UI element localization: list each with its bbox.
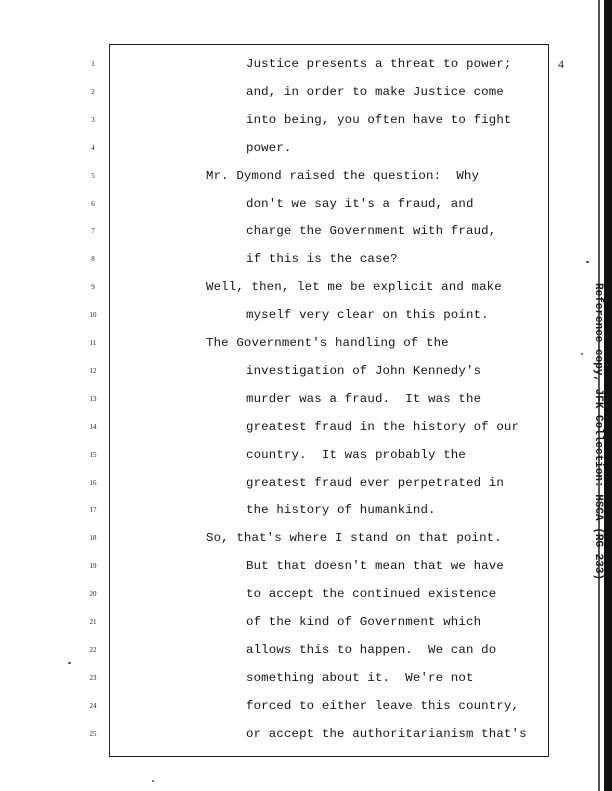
line-number: 10 <box>89 311 97 320</box>
transcript-line: myself very clear on this point. <box>246 308 489 323</box>
line-number: 18 <box>89 534 97 543</box>
side-stamp-text: Reference copy, JFK Collection: HSCA (RG 233) <box>592 283 604 581</box>
scan-edge-shadow <box>604 0 612 791</box>
transcript-line: if this is the case? <box>246 252 398 267</box>
line-number: 16 <box>89 478 97 487</box>
line-number: 11 <box>89 339 97 347</box>
line-number: 21 <box>89 618 97 626</box>
line-number: 22 <box>89 645 97 654</box>
transcript-line: murder was a fraud. It was the <box>246 391 482 406</box>
side-stamp <box>592 283 604 581</box>
line-number: 3 <box>91 115 95 124</box>
transcript-line: Justice presents a threat to power; <box>246 57 512 71</box>
transcript-line: and, in order to make Justice come <box>246 84 504 99</box>
page-number: 4 <box>558 57 564 71</box>
transcript-line: power. <box>246 140 292 155</box>
transcript-line: greatest fraud in the history of our <box>246 419 520 434</box>
transcript-line: Mr. Dymond raised the question: Why <box>206 168 480 183</box>
line-number: 2 <box>91 87 95 96</box>
line-number: 13 <box>89 394 97 403</box>
transcript-line: So, that's where I stand on that point. <box>206 531 502 546</box>
transcript-line: into being, you often have to fight <box>246 112 512 127</box>
line-number: 17 <box>89 506 97 515</box>
transcript-line: to accept the continued existence <box>246 587 497 602</box>
scan-speck <box>586 261 589 263</box>
line-number: 12 <box>89 366 97 375</box>
scan-speck <box>152 780 154 782</box>
transcript-line: allows this to happen. We can do <box>246 642 497 657</box>
transcript-line: charge the Government with fraud, <box>246 224 497 239</box>
line-number: 4 <box>91 143 95 152</box>
line-number: 7 <box>91 227 95 236</box>
transcript-line: country. It was probably the <box>246 447 466 462</box>
transcript-line: don't we say it's a fraud, and <box>246 196 474 211</box>
line-number: 19 <box>89 562 97 571</box>
transcript-line: of the kind of Government which <box>246 615 482 629</box>
transcript-line: But that doesn't mean that we have <box>246 559 504 574</box>
line-number: 9 <box>91 283 95 292</box>
transcript-line: investigation of John Kennedy's <box>246 363 482 378</box>
line-number: 14 <box>89 422 97 431</box>
line-number: 20 <box>89 590 97 599</box>
scan-speck <box>68 662 71 664</box>
line-number: 23 <box>89 673 97 682</box>
line-number: 1 <box>91 60 95 68</box>
transcript-line: or accept the authoritarianism that's <box>246 726 527 741</box>
line-number: 15 <box>89 450 97 459</box>
transcript-line: something about it. We're not <box>246 670 474 685</box>
transcript-line: forced to either leave this country, <box>246 698 520 713</box>
scan-speck <box>581 353 583 355</box>
transcript-line: Well, then, let me be explicit and make <box>206 280 502 295</box>
line-number: 25 <box>89 729 97 738</box>
transcript-line: the history of humankind. <box>246 503 436 518</box>
line-number: 6 <box>91 199 95 208</box>
line-number: 8 <box>91 255 95 264</box>
line-number: 5 <box>91 171 95 180</box>
transcript-line: greatest fraud ever perpetrated in <box>246 475 504 490</box>
transcript-line: The Government's handling of the <box>206 336 449 350</box>
line-number: 24 <box>89 701 97 710</box>
